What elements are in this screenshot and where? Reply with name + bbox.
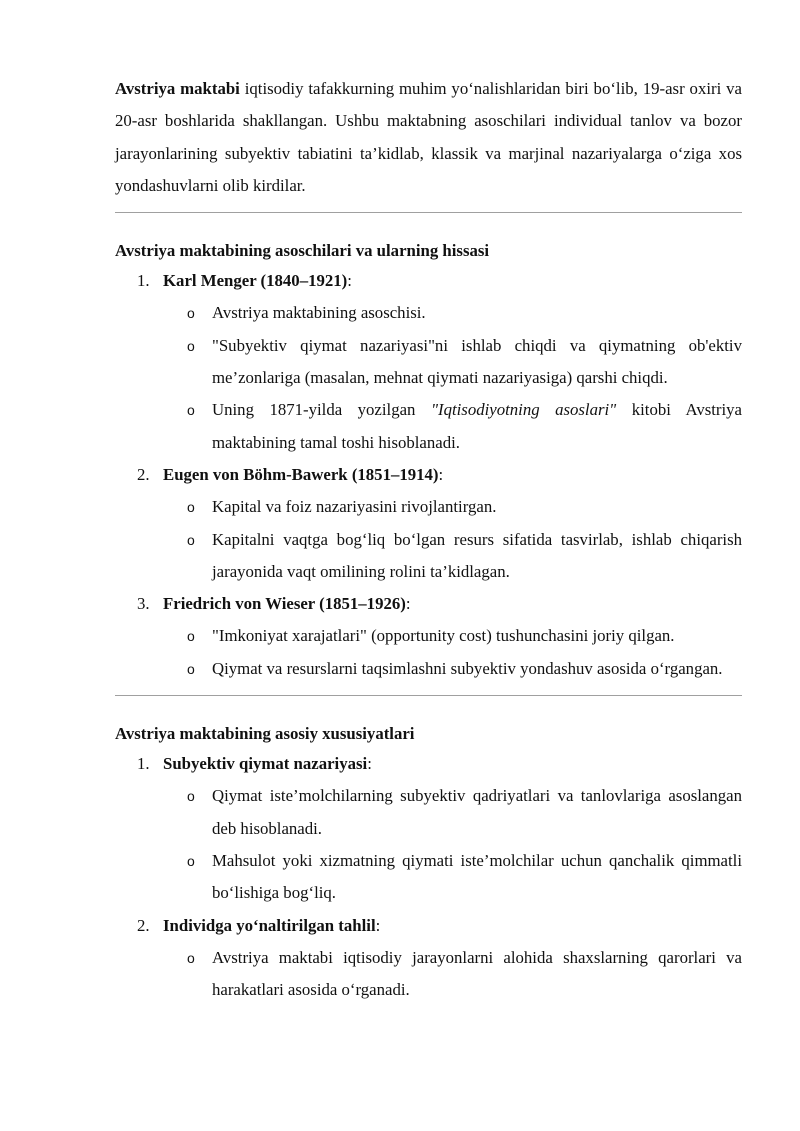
document-page — [115, 73, 742, 1006]
intro-bold-term: Avstriya maktabi — [115, 79, 240, 98]
list-item-title: Friedrich von Wieser (1851–1926) — [163, 594, 406, 614]
horizontal-rule-1 — [115, 212, 742, 213]
circle-bullet-icon: o — [187, 499, 195, 516]
circle-bullet-icon: o — [187, 531, 195, 548]
list-item — [115, 459, 742, 588]
sub-bullet-list — [115, 780, 742, 909]
list-item-heading — [115, 748, 742, 780]
list-item-title: Individga yo‘naltirilgan tahlil — [163, 915, 376, 935]
list-item — [115, 748, 742, 909]
sub-bullet-list — [115, 942, 742, 1007]
list-item-number: 2. — [137, 915, 150, 935]
features-list — [115, 748, 742, 1006]
sub-bullet-list — [115, 491, 742, 588]
bullet-text: Kapital va foiz nazariyasini rivojlantirgan. — [212, 497, 497, 517]
sub-bullet-item — [115, 330, 742, 395]
sub-bullet-list — [115, 297, 742, 458]
sub-bullet-list — [115, 620, 742, 685]
list-item-heading — [115, 265, 742, 297]
list-item-colon: : — [367, 754, 372, 774]
sub-bullet-item — [115, 620, 742, 652]
list-item-colon: : — [347, 271, 352, 291]
circle-bullet-icon: o — [187, 628, 195, 645]
sub-bullet-item — [115, 297, 742, 329]
list-item-heading — [115, 910, 742, 942]
bullet-text: Uning 1871-yilda yozilgan — [212, 400, 431, 420]
circle-bullet-icon: o — [187, 852, 195, 869]
list-item-colon: : — [438, 464, 444, 484]
bullet-text: "Imkoniyat xarajatlari" (opportunity cost) tushunchasini joriy qilgan. — [212, 626, 675, 646]
list-item-heading — [115, 588, 742, 620]
list-item-heading — [115, 459, 742, 491]
section-title-founders: Avstriya maktabining asoschilari va ularning hissasi — [115, 241, 490, 261]
list-item-number: 2. — [137, 464, 150, 484]
list-item-title: Eugen von Böhm-Bawerk (1851–1914) — [163, 464, 439, 484]
list-item-number: 1. — [137, 271, 150, 291]
list-item — [115, 588, 742, 685]
sub-bullet-item — [115, 394, 742, 459]
list-item-colon: : — [375, 915, 381, 935]
sub-bullet-item — [115, 491, 742, 523]
bullet-text: Avstriya maktabi iqtisodiy jarayonlarni alohida shaxslarning qarorlari va harakatlari asosida o‘rganadi. — [212, 947, 742, 1000]
sub-bullet-item — [115, 653, 742, 685]
list-item-title: Subyektiv qiymat nazariyasi — [163, 754, 368, 774]
list-item-colon: : — [405, 594, 411, 614]
circle-bullet-icon: o — [187, 337, 195, 354]
bullet-text: Qiymat iste’molchilarning subyektiv qadriyatlari va tanlovlariga asoslangan deb hisoblanadi. — [212, 786, 742, 838]
list-item — [115, 265, 742, 459]
circle-bullet-icon: o — [187, 788, 195, 805]
list-item-number: 1. — [137, 754, 150, 774]
sub-bullet-item — [115, 524, 742, 589]
circle-bullet-icon: o — [187, 660, 195, 677]
circle-bullet-icon: o — [187, 305, 195, 322]
sub-bullet-item — [115, 942, 742, 1007]
bullet-text: Avstriya maktabining asoschisi. — [212, 303, 426, 323]
circle-bullet-icon: o — [187, 402, 195, 419]
bullet-text: Kapitalni vaqtga bog‘liq bo‘lgan resurs sifatida tasvirlab, ishlab chiqarish jarayonida vaqt omilining rolini ta’kidlagan. — [212, 529, 742, 581]
horizontal-rule-2 — [115, 695, 742, 696]
list-item — [115, 910, 742, 1007]
sub-bullet-item — [115, 780, 742, 845]
intro-text: iqtisodiy tafakkurning muhim yo‘nalishlaridan biri bo‘lib, 19-asr oxiri va 20-asr boshlarida shakllangan. Ushbu maktabning asoschilari individual tanlov va bozor jarayonlarining subyektiv tabiatini ta’kidlab, klassik va marjinal nazariyalarga o‘ziga xos yondashuvlarni olib kirdilar. — [115, 79, 742, 195]
list-item-number: 3. — [137, 594, 150, 614]
book-title: "Iqtisodiyotning asoslari" — [430, 400, 617, 420]
bullet-text: kitobi Avstriya maktabining tamal toshi hisoblanadi. — [212, 400, 743, 452]
list-item-title: Karl Menger (1840–1921) — [163, 271, 348, 291]
sub-bullet-item — [115, 845, 742, 910]
founders-list — [115, 265, 742, 685]
intro-paragraph — [115, 73, 742, 202]
bullet-text: "Subyektiv qiymat nazariyasi"ni ishlab chiqdi va qiymatning ob'ektiv me’zonlariga (masalan, mehnat qiymati nazariyasiga) qarshi chiqdi. — [212, 335, 742, 388]
circle-bullet-icon: o — [187, 949, 195, 966]
section-title-features: Avstriya maktabining asosiy xususiyatlari — [115, 724, 415, 744]
bullet-text: Qiymat va resurslarni taqsimlashni subyektiv yondashuv asosida o‘rgangan. — [212, 658, 723, 678]
bullet-text: Mahsulot yoki xizmatning qiymati iste’molchilar uchun qanchalik qimmatli bo‘lishiga bog‘liq. — [212, 850, 742, 903]
